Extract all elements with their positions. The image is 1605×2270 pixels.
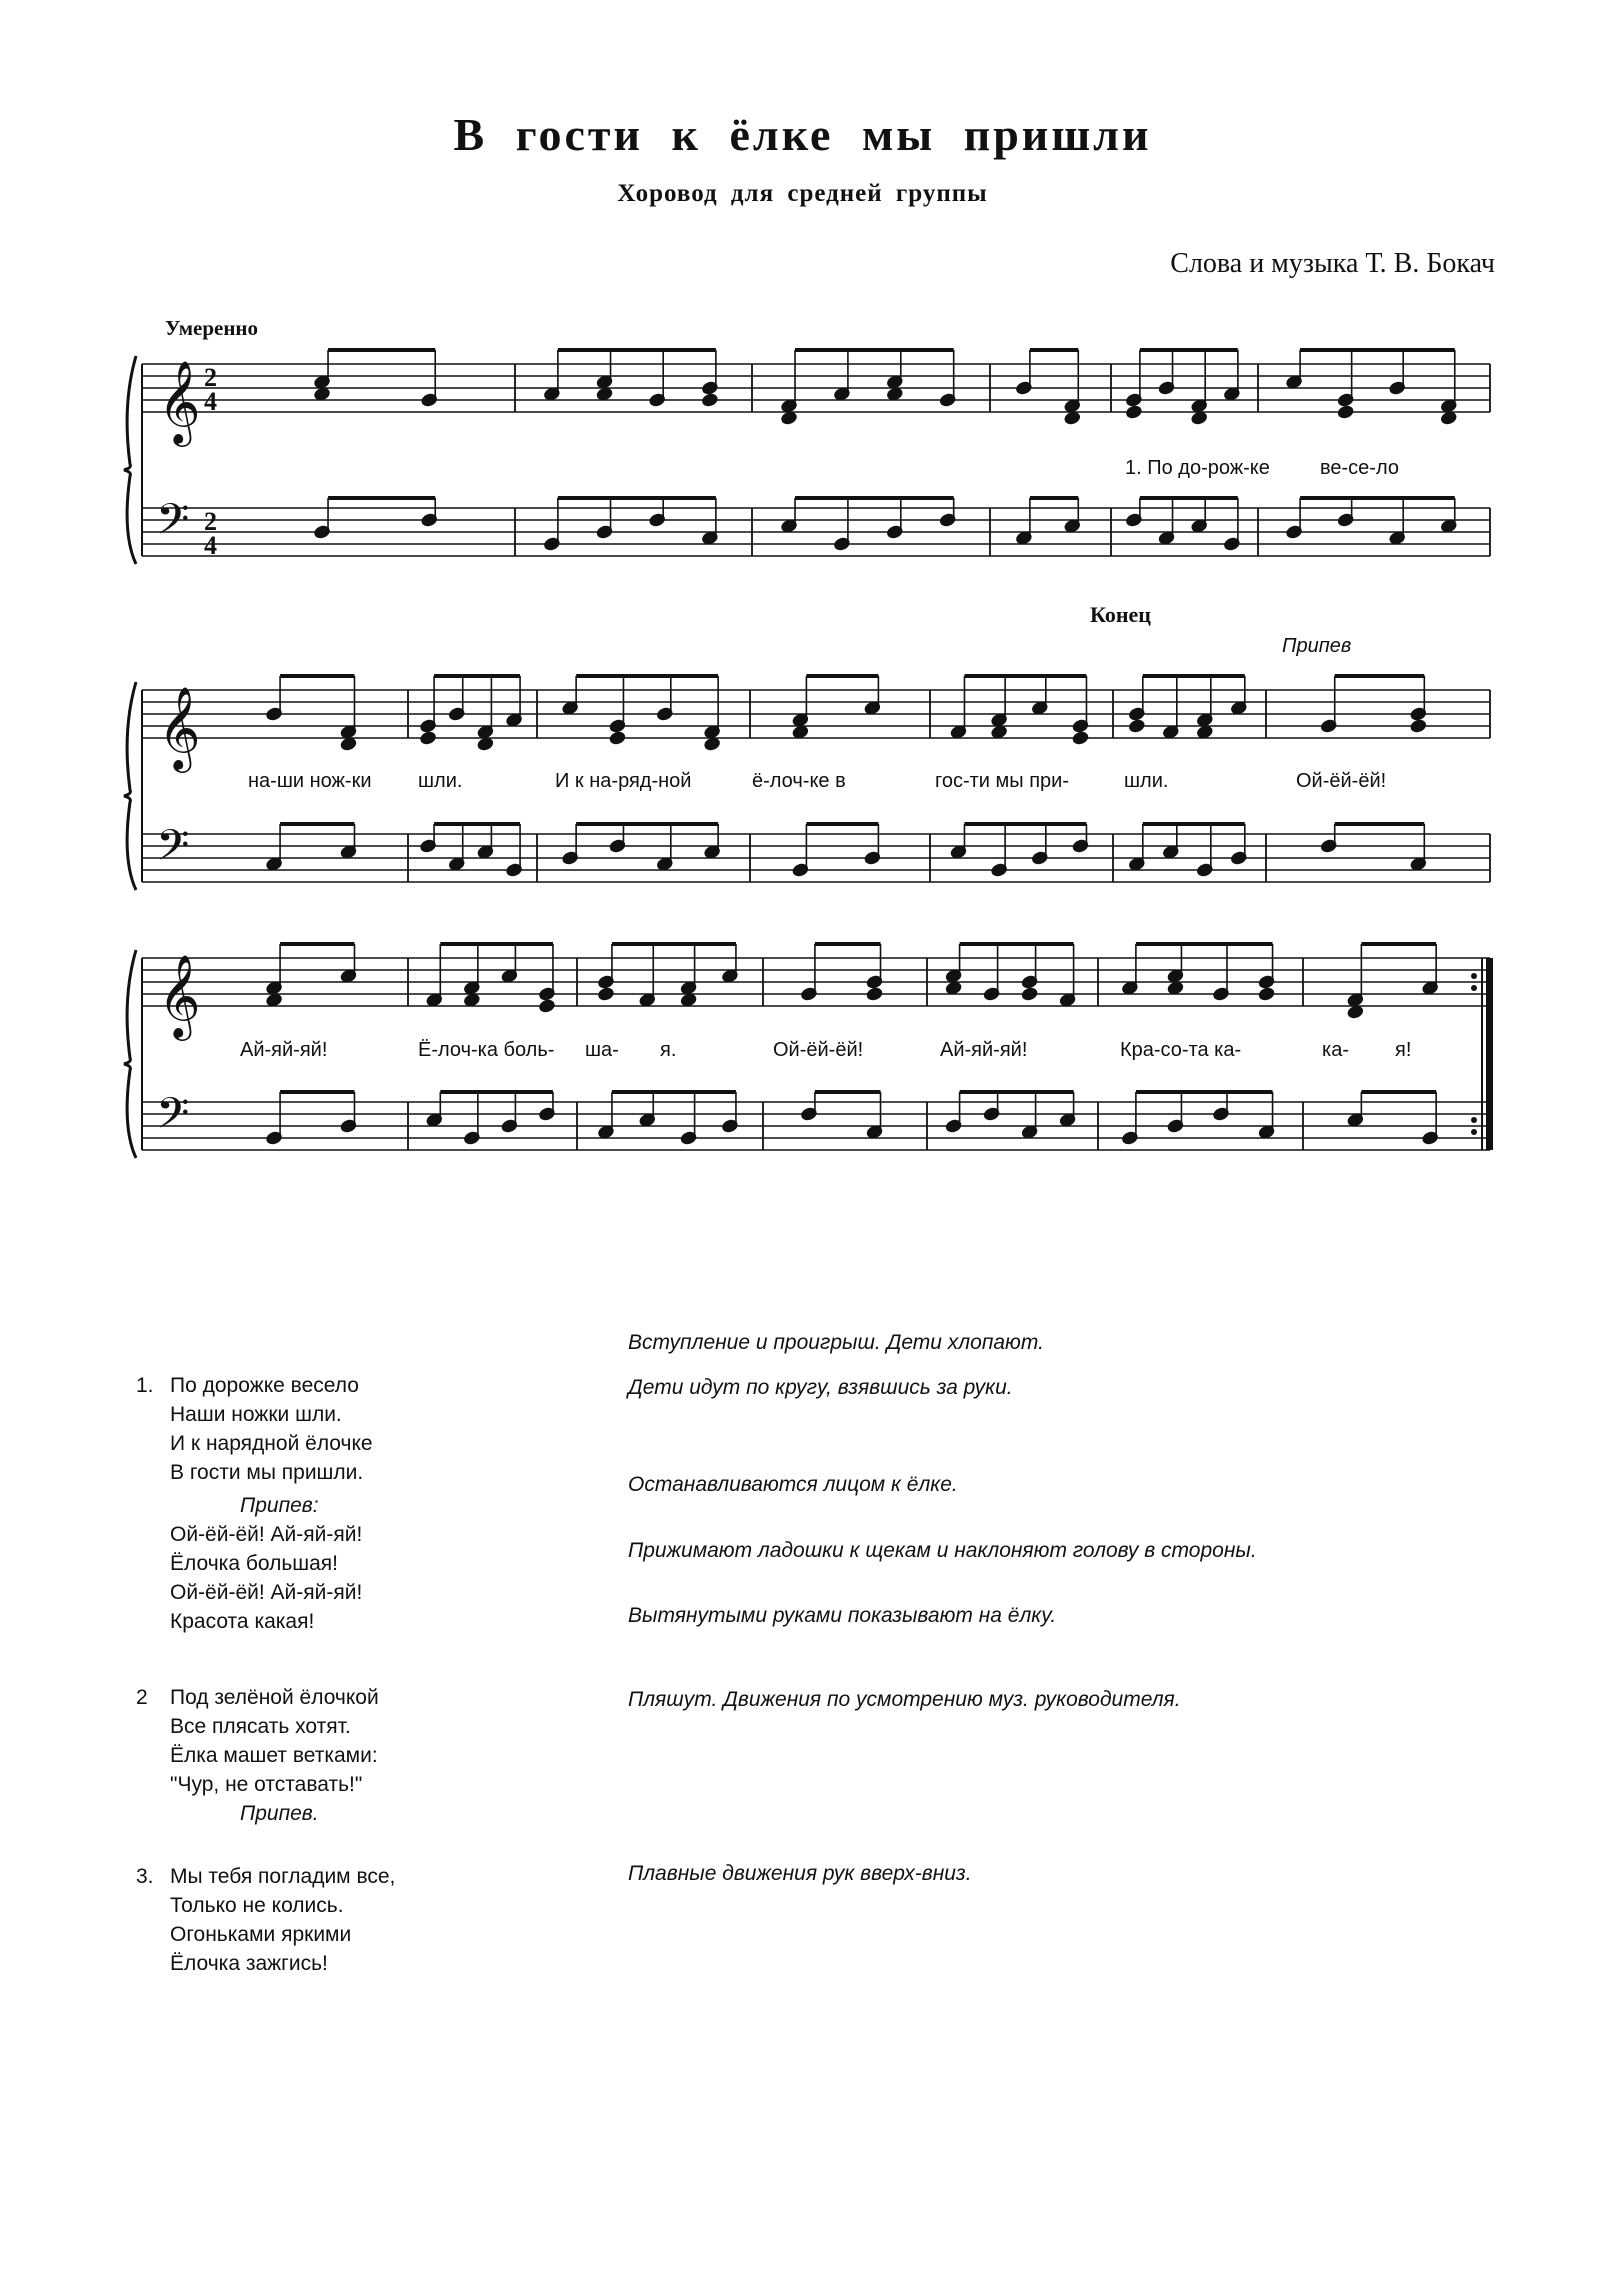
note-head	[266, 993, 283, 1007]
refrain-label: Припев:	[240, 1494, 319, 1517]
lyric-syllable: Ой-ёй-ёй!	[1296, 770, 1387, 792]
bass-clef-icon: 𝄢	[156, 495, 190, 555]
note-head	[1440, 411, 1457, 425]
lyric-syllable: Кра-со-та ка-	[1120, 1039, 1242, 1061]
verse-3-line-2: Только не колись.	[170, 1894, 344, 1917]
verse-3-line-3: Огоньками яркими	[170, 1923, 352, 1946]
note-head	[596, 387, 613, 401]
note-head	[598, 987, 615, 1001]
note-head	[781, 411, 798, 425]
note-head	[464, 993, 481, 1007]
refrain-line-2: Ёлочка большая!	[170, 1552, 338, 1575]
refrain-marking: Припев	[1282, 635, 1352, 657]
note-head	[1191, 411, 1208, 425]
lyric-syllable: на-ши нож-ки	[248, 770, 372, 792]
end-marking: Конец	[1090, 602, 1151, 627]
treble-clef-icon: 𝄞	[158, 953, 201, 1037]
note-head	[539, 999, 556, 1013]
time-signature-treble: 4	[204, 387, 217, 416]
repeat-dot	[1471, 985, 1477, 991]
note-head	[1072, 731, 1089, 745]
note-head	[1258, 987, 1275, 1001]
final-barline-thick	[1486, 958, 1493, 1150]
treble-clef-icon: 𝄞	[158, 359, 201, 443]
lyric-syllable: Ай-яй-яй!	[240, 1039, 328, 1061]
lyric-syllable: И к на-ряд-ной	[555, 770, 692, 792]
note-head	[314, 387, 331, 401]
note-head	[1410, 719, 1427, 733]
note-head	[1129, 719, 1146, 733]
verse-1-line-2: Наши ножки шли.	[170, 1403, 342, 1426]
note-head	[477, 737, 494, 751]
repeat-dot	[1471, 1117, 1477, 1123]
repeat-dot	[1471, 973, 1477, 979]
note-head	[702, 393, 719, 407]
instruction-intro: Вступление и проигрыш. Дети хлопают.	[628, 1331, 1044, 1354]
instruction-stop: Останавливаются лицом к ёлке.	[628, 1473, 958, 1496]
lyric-syllable: ка-	[1322, 1039, 1349, 1061]
lyric-syllable: Ай-яй-яй!	[940, 1039, 1028, 1061]
note-head	[887, 387, 904, 401]
note-head	[1347, 1005, 1364, 1019]
verse-1-line-4: В гости мы пришли.	[170, 1461, 364, 1484]
note-head	[1337, 405, 1354, 419]
lyric-syllable: ша-	[585, 1039, 619, 1061]
song-subtitle: Хоровод для средней группы	[617, 180, 988, 207]
note-head	[704, 737, 721, 751]
note-head	[1021, 987, 1038, 1001]
lyric-syllable: шли.	[1124, 770, 1169, 792]
system-1-brace	[124, 356, 136, 564]
verse-1-line-1: По дорожке весело	[170, 1374, 359, 1397]
lyric-syllable: гос-ти мы при-	[935, 770, 1069, 792]
bass-clef-icon: 𝄢	[156, 1089, 190, 1149]
lyric-syllable: 1. По до-рож-ке	[1125, 457, 1270, 479]
verse-1-number: 1.	[136, 1374, 154, 1397]
time-signature-treble: 2	[204, 363, 217, 392]
verse-3-line-1: Мы тебя погладим все,	[170, 1865, 396, 1888]
system-3-brace	[124, 950, 136, 1158]
verse-1-line-3: И к нарядной ёлочке	[170, 1432, 373, 1455]
verse-1	[136, 1371, 373, 1636]
bass-clef-icon: 𝄢	[156, 821, 190, 881]
note-head	[1167, 981, 1184, 995]
instruction-point: Вытянутыми руками показывают на ёлку.	[628, 1604, 1057, 1627]
verse-3	[136, 1862, 396, 1978]
song-title: В гости к ёлке мы пришли	[453, 109, 1152, 160]
verse-3-line-4: Ёлочка зажгись!	[170, 1952, 328, 1975]
note-head	[866, 987, 883, 1001]
time-signature-bass: 4	[204, 531, 217, 560]
repeat-dot	[1471, 1129, 1477, 1135]
verse-2-line-3: Ёлка машет ветками:	[170, 1744, 378, 1767]
lyric-syllable: ё-лоч-ке в	[752, 770, 846, 792]
note-head	[1064, 411, 1081, 425]
lyric-syllable: Ё-лоч-ка боль-	[418, 1039, 555, 1061]
treble-clef-icon: 𝄞	[158, 685, 201, 769]
note-head	[1197, 725, 1214, 739]
refrain-line-4: Красота какая!	[170, 1610, 315, 1633]
note-head	[340, 737, 357, 751]
lyric-syllable: шли.	[418, 770, 463, 792]
lyric-syllable: я!	[1395, 1039, 1412, 1061]
lyric-syllable: Ой-ёй-ёй!	[773, 1039, 864, 1061]
note-head	[991, 725, 1008, 739]
refrain-line-3: Ой-ёй-ёй! Ай-яй-яй!	[170, 1581, 363, 1604]
verse-2-line-4: "Чур, не отставать!"	[170, 1773, 363, 1796]
verse-2-refrain-label: Припев.	[240, 1802, 319, 1825]
verse-2-number: 2	[136, 1686, 148, 1709]
instruction-walk: Дети идут по кругу, взявшись за руки.	[628, 1376, 1013, 1399]
verse-2-line-2: Все плясать хотят.	[170, 1715, 351, 1738]
time-signature-bass: 2	[204, 507, 217, 536]
system-2-brace	[124, 682, 136, 890]
lyric-syllable: я.	[660, 1039, 677, 1061]
refrain-line-1: Ой-ёй-ёй! Ай-яй-яй!	[170, 1523, 363, 1546]
tempo-marking: Умеренно	[165, 316, 259, 340]
note-head	[1126, 405, 1143, 419]
note-head	[609, 731, 626, 745]
verse-3-number: 3.	[136, 1865, 154, 1888]
instruction-dance: Пляшут. Движения по усмотрению муз. руководителя.	[628, 1688, 1181, 1711]
note-head	[945, 981, 962, 995]
credits: Слова и музыка Т. В. Бокач	[1170, 248, 1495, 279]
lyric-syllable: ве-се-ло	[1320, 457, 1399, 479]
verse-2	[136, 1683, 379, 1828]
note-head	[792, 725, 809, 739]
instruction-arms: Плавные движения рук вверх-вниз.	[628, 1862, 972, 1885]
note-head	[680, 993, 697, 1007]
instruction-cheeks: Прижимают ладошки к щекам и наклоняют голову в стороны.	[628, 1539, 1257, 1562]
verse-2-line-1: Под зелёной ёлочкой	[170, 1686, 379, 1709]
note-head	[420, 731, 437, 745]
